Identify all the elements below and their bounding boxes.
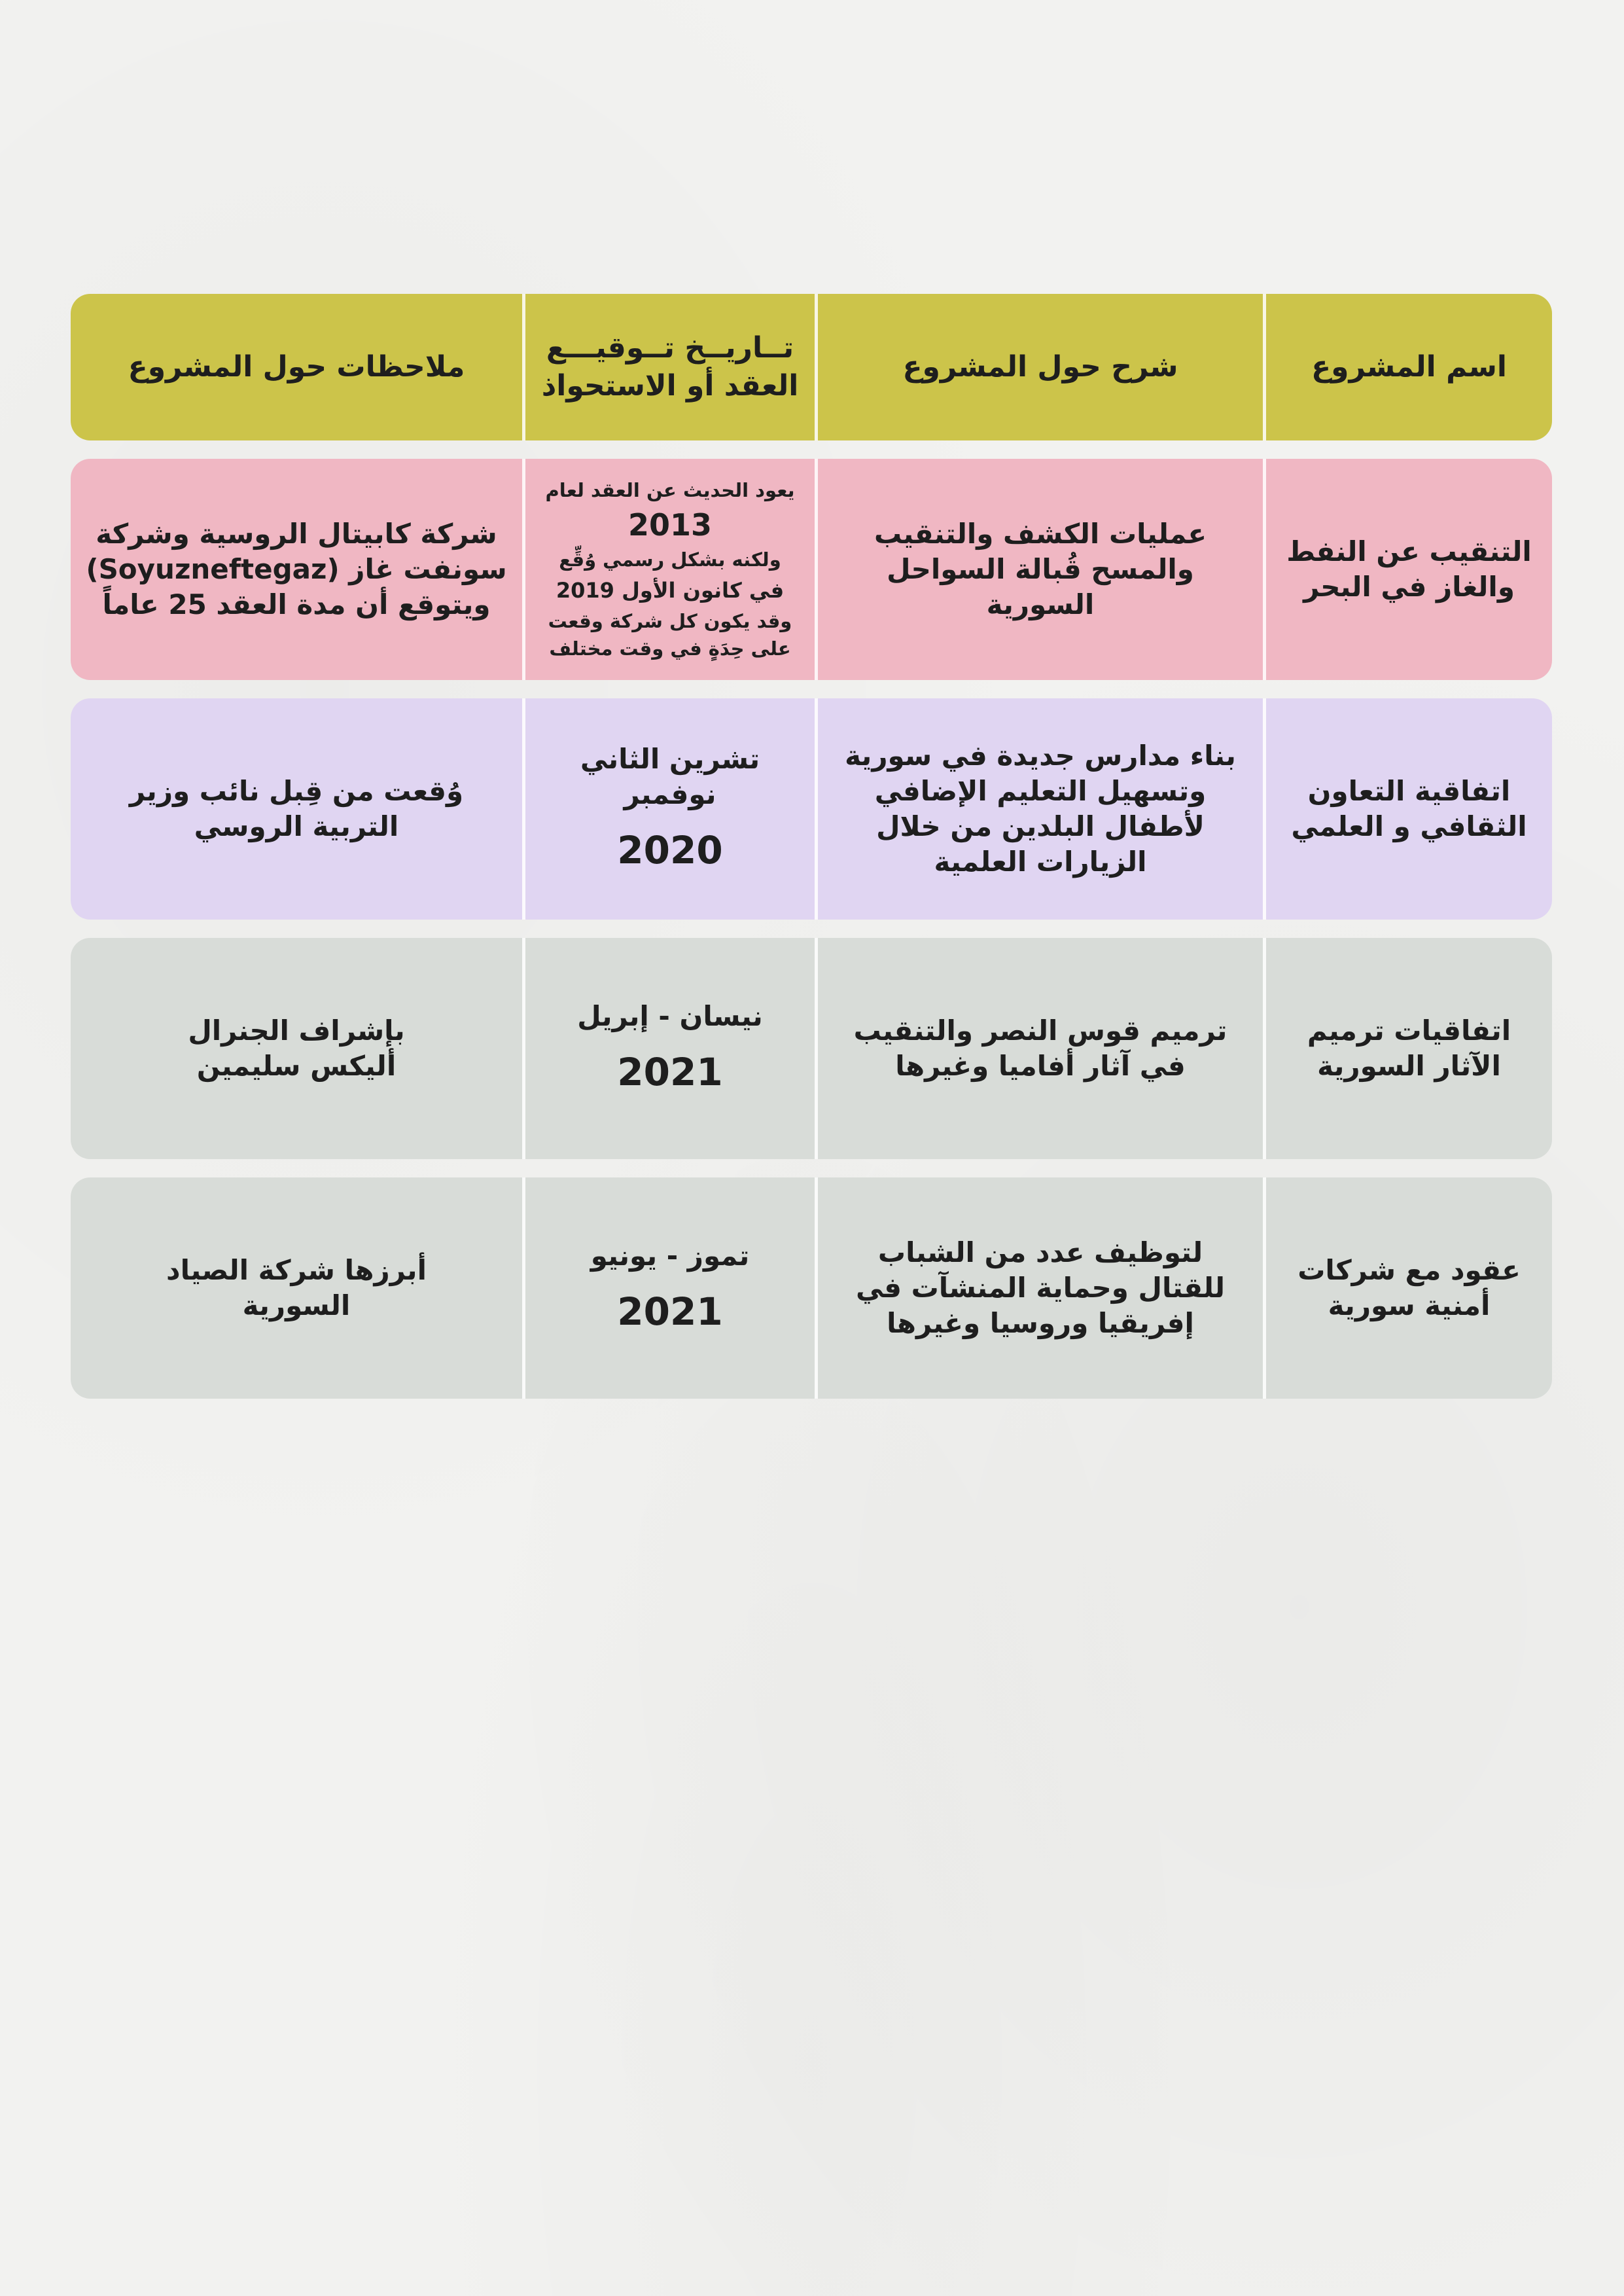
project-description-cell: عمليات الكشف والتنقيب والمسح قُبالة السواحل السورية (815, 459, 1263, 680)
project-date-cell: تشرين الثاني نوفمبر 2020 (522, 698, 815, 920)
project-description-cell: بناء مدارس جديدة في سورية وتسهيل التعليم الإضافي لأطفال البلدين من خلال الزيارات العلمية (815, 698, 1263, 920)
project-name-cell: اتفاقية التعاون الثقافي و العلمي (1263, 698, 1552, 920)
project-description-cell: لتوظيف عدد من الشباب للقتال وحماية المنشآت في إفريقيا وروسيا وغيرها (815, 1177, 1263, 1399)
table-row (71, 459, 1552, 680)
table-row (71, 1177, 1552, 1399)
project-name-cell: عقود مع شركات أمنية سورية (1263, 1177, 1552, 1399)
project-name-cell: اتفاقيات ترميم الآثار السورية (1263, 938, 1552, 1159)
project-notes-cell: بإشراف الجنرال أليكس سليمين (188, 1014, 405, 1082)
project-date-cell: يعود الحديث عن العقد لعام 2013 ولكنه بشكل رسمي وُقِّع في كانون الأول 2019 وقد يكون كل شركة وقعت على حِدَةٍ في وقت مختلف (522, 459, 815, 680)
table-row (71, 938, 1552, 1159)
header-project-name: اسم المشروع (1263, 294, 1552, 440)
project-year: 2021 (617, 1050, 723, 1094)
header-notes: ملاحظات حول المشروع (128, 350, 465, 384)
table-header-row (71, 294, 1552, 440)
project-year: 2020 (617, 828, 723, 872)
header-description: شرح حول المشروع (815, 294, 1263, 440)
project-date-cell: نيسان - إبريل 2021 (522, 938, 815, 1159)
project-notes-cell: أبرزها شركة الصياد السورية (166, 1254, 427, 1321)
table-row (71, 698, 1552, 920)
project-description-cell: ترميم قوس النصر والتنقيب في آثار أفاميا وغيرها (815, 938, 1263, 1159)
project-notes-cell: وُقعت من قِبل نائب وزير التربية الروسي (129, 775, 464, 842)
project-notes-cell: شركة كابيتال الروسية وشركة سونفت غاز (Soyuzneftegaz) ويتوقع أن مدة العقد 25 عاماً (86, 518, 507, 620)
project-date-cell: تموز - يونيو 2021 (522, 1177, 815, 1399)
project-name-cell: التنقيب عن النفط والغاز في البحر (1263, 459, 1552, 680)
header-signing-date: تــاريــخ تــوقيـــع العقد أو الاستحواذ (522, 294, 815, 440)
project-year: 2021 (617, 1289, 723, 1334)
